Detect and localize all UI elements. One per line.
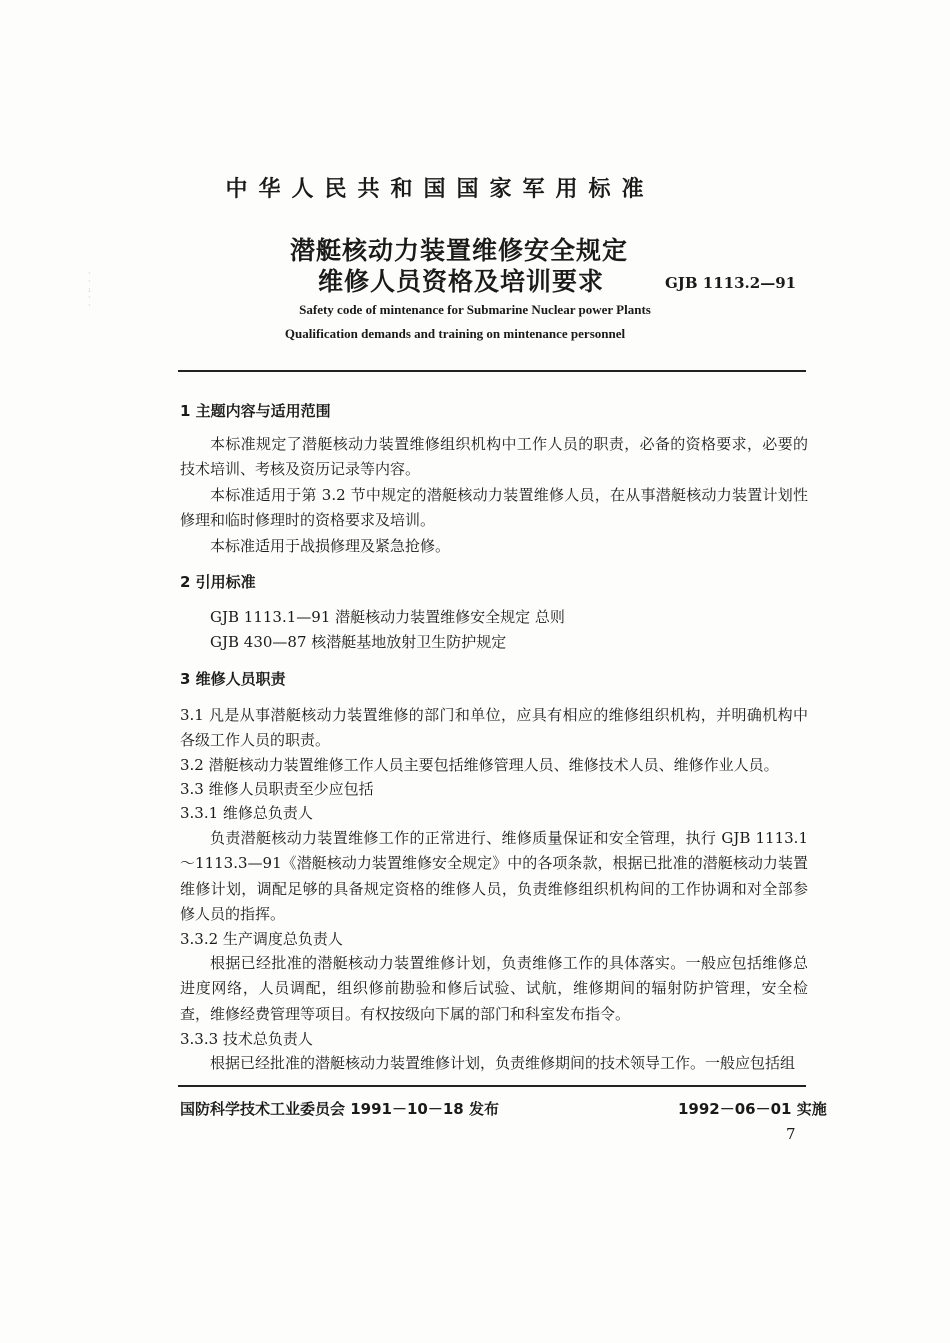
section-1-paragraph-1: 本标准规定了潜艇核动力装置维修组织机构中工作人员的职责，必备的资格要求，必要的技术培训、考核及资历记录等内容。 [180,435,808,479]
issue-date: 国防科学技术工业委员会 1991－10－18 发布 [180,1100,499,1118]
section-1-paragraph-2: 本标准适用于第 3.2 节中规定的潜艇核动力装置维修人员，在从事潜艇核动力装置计划性修理和临时修理时的资格要求及培训。 [180,486,808,530]
english-title-line2: Qualification demands and training on mintenance personnel [284,326,626,341]
clause-3-3: 3.3 维修人员职责至少应包括 [180,780,374,798]
standard-code: GJB 1113.2—91 [665,274,797,292]
section-1-paragraph-3: 本标准适用于战损修理及紧急抢修。 [210,537,451,555]
reference-1: GJB 1113.1—91 潜艇核动力装置维修安全规定 总则 [210,608,565,626]
national-standard-title: 中华人民共和国国家军用标准 [225,176,655,202]
english-title-line1: Safety code of mintenance for Submarine Nuclear power Plants [299,302,651,317]
clause-3-3-3-body: 根据已经批准的潜艇核动力装置维修计划，负责维修期间的技术领导工作。一般应包括组 [210,1054,796,1072]
clause-3-2: 3.2 潜艇核动力装置维修工作人员主要包括维修管理人员、维修技术人员、维修作业人员。 [180,756,779,774]
clause-3-1: 3.1 凡是从事潜艇核动力装置维修的部门和单位，应具有相应的维修组织机构，并明确机构中各级工作人员的职责。 [180,706,808,750]
document-title-line1: 潜艇核动力装置维修安全规定 [290,236,629,265]
header-divider [178,370,806,372]
section-2-heading: 2 引用标准 [180,573,256,591]
clause-3-3-3-title: 3.3.3 技术总负责人 [180,1030,313,1048]
clause-3-3-1-title: 3.3.1 维修总负责人 [180,804,313,822]
page-number: 7 [786,1125,796,1143]
scan-specks: · · : · · [88,269,91,310]
footer-divider [178,1085,806,1087]
clause-3-3-2-body: 根据已经批准的潜艇核动力装置维修计划，负责维修工作的具体落实。一般应包括维修总进度网络，人员调配，组织修前勘验和修后试验、试航，维修期间的辐射防护管理，安全检查，维修经费管理等项目。有权按级向下属的部门和科室发布指令。 [180,954,808,1023]
section-3-heading: 3 维修人员职责 [180,670,286,688]
clause-3-3-1-body: 负责潜艇核动力装置维修工作的正常进行、维修质量保证和安全管理，执行 GJB 1113.1～1113.3—91《潜艇核动力装置维修安全规定》中的各项条款，根据已批准的潜艇核动力装置维修计划，调配足够的具备规定资格的维修人员，负责维修组织机构间的工作协调和对全部参修人员的指挥。 [180,829,808,923]
reference-2: GJB 430—87 核潜艇基地放射卫生防护规定 [210,633,507,651]
document-title-line2: 维修人员资格及培训要求 [318,267,605,296]
section-1-heading: 1 主题内容与适用范围 [180,402,331,420]
clause-3-3-2-title: 3.3.2 生产调度总负责人 [180,930,343,948]
effective-date: 1992－06－01 实施 [678,1100,827,1118]
